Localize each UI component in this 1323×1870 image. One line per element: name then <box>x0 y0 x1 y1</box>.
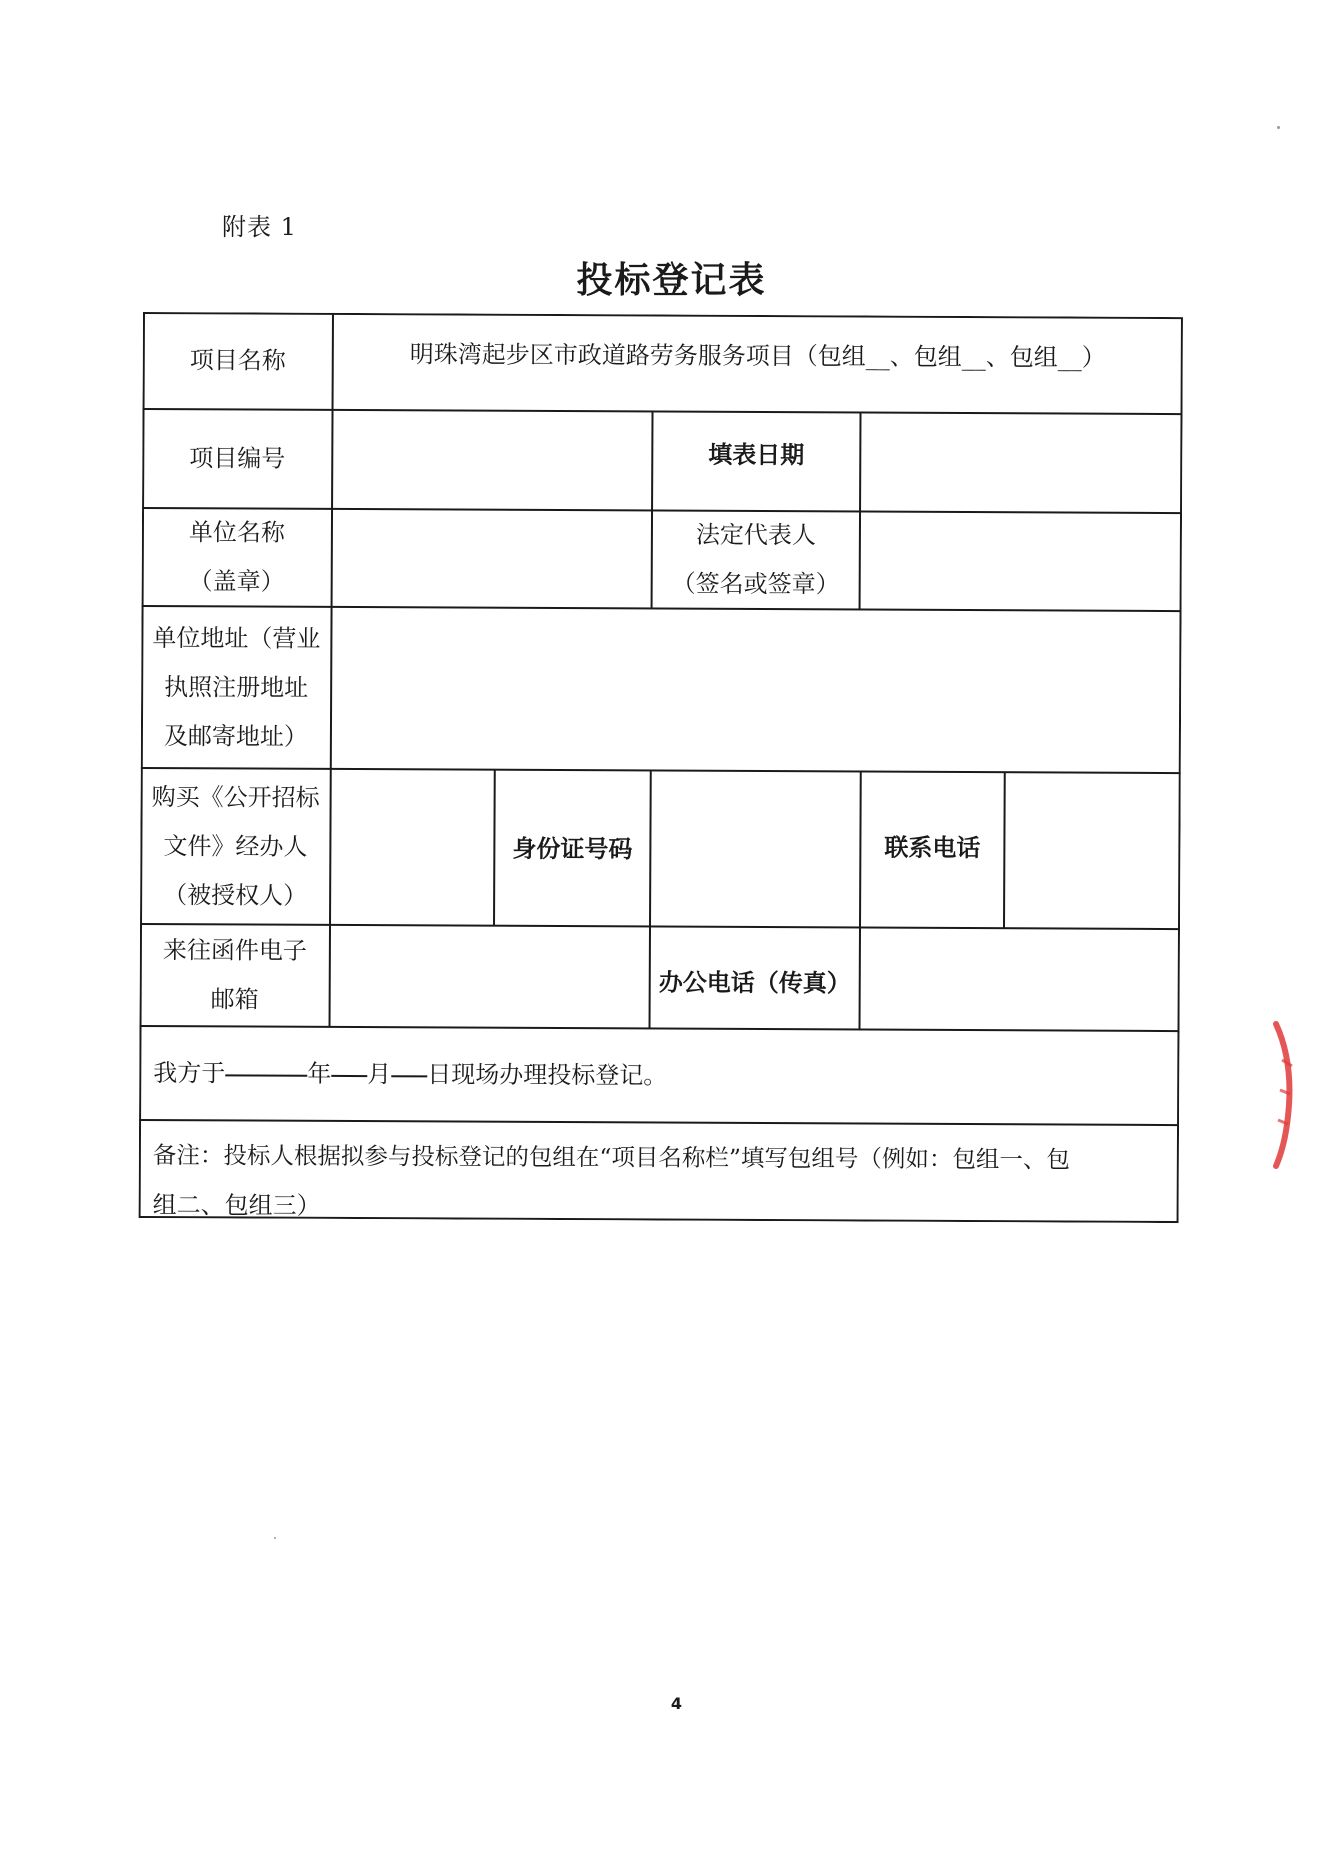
registration-form <box>139 312 1183 1223</box>
project-number-label: 项目编号 <box>189 444 286 473</box>
signature-note: （签名或签章） <box>671 569 840 599</box>
fill-date-label-cell <box>652 411 860 511</box>
year-blank[interactable] <box>225 1070 307 1076</box>
office-phone-field[interactable] <box>860 928 1180 1032</box>
fill-date-label: 填表日期 <box>708 439 805 470</box>
note-line2: 组二、包组三） <box>152 1191 321 1220</box>
seal-note: （盖章） <box>188 567 285 596</box>
email-field[interactable] <box>330 925 650 1029</box>
day-blank[interactable] <box>391 1071 427 1077</box>
contact-phone-field[interactable] <box>1004 772 1181 929</box>
legal-rep-label-cell <box>652 510 860 609</box>
unit-address-label-cell <box>141 606 332 769</box>
unit-address-label-line3: 及邮寄地址） <box>163 721 308 751</box>
agent-label-line1: 购买《公开招标 <box>151 782 320 812</box>
registration-statement <box>139 1026 1179 1125</box>
project-name-label: 项目名称 <box>189 346 286 375</box>
id-number-label: 身份证号码 <box>512 833 633 863</box>
project-name-label-cell <box>143 312 333 410</box>
project-number-label-cell <box>142 409 332 509</box>
project-name-value: 明珠湾起步区市政道路劳务服务项目（包组__、包组__、包组__） <box>409 340 1106 372</box>
project-name-field[interactable] <box>333 313 1183 414</box>
remarks-note <box>139 1120 1179 1223</box>
contact-phone-label-cell <box>860 772 1005 929</box>
scan-speck <box>1277 126 1280 129</box>
agent-label-line3: （被授权人） <box>163 880 308 910</box>
email-label-line1: 来往函件电子 <box>162 936 307 965</box>
project-number-field[interactable] <box>332 410 652 511</box>
contact-phone-label: 联系电话 <box>884 832 981 862</box>
unit-name-label-cell <box>142 508 332 607</box>
scan-speck <box>274 1537 276 1539</box>
legal-rep-label: 法定代表人 <box>695 520 816 550</box>
unit-address-label-line2: 执照注册地址 <box>164 672 309 702</box>
statement-month: 月 <box>367 1059 392 1088</box>
office-phone-label-cell <box>650 926 860 1029</box>
red-seal-edge <box>1258 1020 1298 1170</box>
unit-name-field[interactable] <box>332 509 652 609</box>
statement-year: 年 <box>307 1059 332 1088</box>
agent-name-field[interactable] <box>330 769 495 926</box>
email-label-cell <box>140 924 330 1027</box>
unit-address-label-line1: 单位地址（营业 <box>152 623 321 653</box>
office-phone-label: 办公电话（传真） <box>658 967 851 997</box>
fill-date-field[interactable] <box>860 413 1182 514</box>
id-number-label-cell <box>494 770 651 927</box>
statement-prefix: 我方于 <box>153 1058 226 1087</box>
note-line1: 备注：投标人根据拟参与投标登记的包组在“项目名称栏”填写包组号（例如：包组一、包 <box>152 1141 1070 1174</box>
month-blank[interactable] <box>331 1071 367 1077</box>
statement-suffix: 日现场办理投标登记。 <box>427 1059 668 1090</box>
agent-label-cell <box>140 768 331 925</box>
id-number-field[interactable] <box>650 770 861 927</box>
unit-address-field[interactable] <box>331 607 1182 773</box>
unit-name-label: 单位名称 <box>188 518 285 547</box>
agent-label-line2: 文件》经办人 <box>163 831 308 861</box>
form-title: 投标登记表 <box>576 259 767 301</box>
appendix-label: 附表 1 <box>222 213 297 241</box>
legal-rep-field[interactable] <box>860 512 1182 612</box>
page-number: 4 <box>670 1694 683 1713</box>
email-label-line2: 邮箱 <box>210 985 259 1014</box>
